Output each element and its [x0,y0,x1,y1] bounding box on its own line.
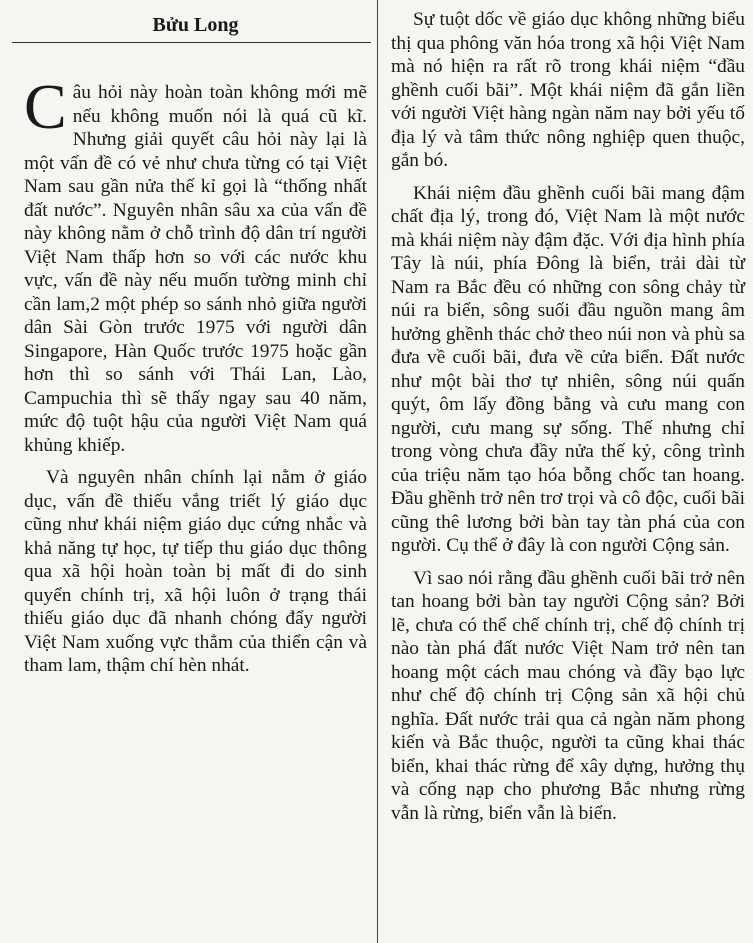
paragraph-5: Vì sao nói rằng đầu ghềnh cuối bãi trở nên tan hoang bởi bàn tay người Cộng sản? Bởi lẽ, chưa có thể chế chính trị, chế độ chính trị nào tàn phá đất nước Việt Nam trở nên tan hoang một cách mau chóng và đầy bạo lực như chế độ chính trị Cộng sản xã hội chủ nghĩa. Đất nước trải qua cả ngàn năm phong kiến và Bắc thuộc, người ta cũng khai thác biển, khai thác rừng để xây dựng, hưởng thụ và cống nạp cho phương Bắc nhưng rừng vẫn là rừng, biển vẫn là biển. [391,567,745,824]
right-column [379,0,753,943]
paragraph-1-text: âu hỏi này hoàn toàn không mới mẽ nếu không muốn nói là quá cũ kĩ. Nhưng giải quyết câu hỏi này lại là một vấn đề có vẻ như chưa từng có tại Việt Nam sau gần nửa thế kỉ gọi là “thống nhất đất nước”. Nguyên nhân sâu xa của vấn đề này không nằm ở chỗ trình độ dân trí người Việt Nam thấp hơn so với các nước khu vực, vấn đề này nếu muốn tường minh chỉ cần lam,2 một phép so sánh nhỏ giữa người dân Sài Gòn trước 1975 với người dân Singapore, Hàn Quốc trước 1975 hoặc gần hơn thì so sánh với Thái Lan, Lào, Campuchia thì sẽ thấy ngay sau 40 năm, mức độ tuột hậu của người Việt Nam quá khủng khiếp. [24,82,367,456]
drop-cap: C [24,71,67,142]
heading-rule [12,42,371,43]
paragraph-3: Sự tuột dốc về giáo dục không những biểu thị qua phông văn hóa trong xã hội Việt Nam mà nó hiện ra rất rõ trong khái niệm “đầu ghềnh cuối bãi”. Một khái niệm đã gắn liền với người Việt hàng ngàn năm nay bởi yếu tố địa lý và tâm thức nông nghiệp quen thuộc, gắn bó. [391,9,745,171]
author-heading: Bửu Long [152,14,239,36]
paragraph-4: Khái niệm đầu ghềnh cuối bãi mang đậm chất địa lý, trong đó, Việt Nam là một nước mà khái niệm này đậm đặc. Với địa hình phía Tây là núi, phía Đông là biển, trải dài từ Nam ra Bắc đều có những con sông chảy từ núi ra biển, sông suối đầu nguồn mang âm hưởng ghềnh thác chở theo núi non và phù sa đưa về cuối bãi, đưa về cửa biển. Đất nước như một bài thơ tự nhiên, sông núi quấn quýt, ôm lấy đồng bằng và cưu mang con người, cưu mang sự sống. Thế nhưng chỉ trong vòng chưa đầy nửa thế kỷ, công trình của triệu năm tạo hóa bỗng chốc tan hoang. Đầu ghềnh trở nên trơ trọi và cô độc, cuối bãi cũng thê lương bởi bàn tay tàn phá của con người. Cụ thể ở đây là con người Cộng sản. [391,182,745,556]
paragraph-2: Và nguyên nhân chính lại nằm ở giáo dục, vấn đề thiếu vắng triết lý giáo dục cũng như khái niệm giáo dục cứng nhắc và khả năng tự học, tự tiếp thu giáo dục thông qua xã hội hoàn toàn bị mất đi do sinh quyển chính trị, xã hội luôn ở trạng thái thiếu giáo dục đã nhanh chóng đẩy người Việt Nam xuống vực thẳm của thiển cận và tham lam, thậm chí hèn nhát. [24,467,367,676]
paragraph-1 [24,71,367,457]
